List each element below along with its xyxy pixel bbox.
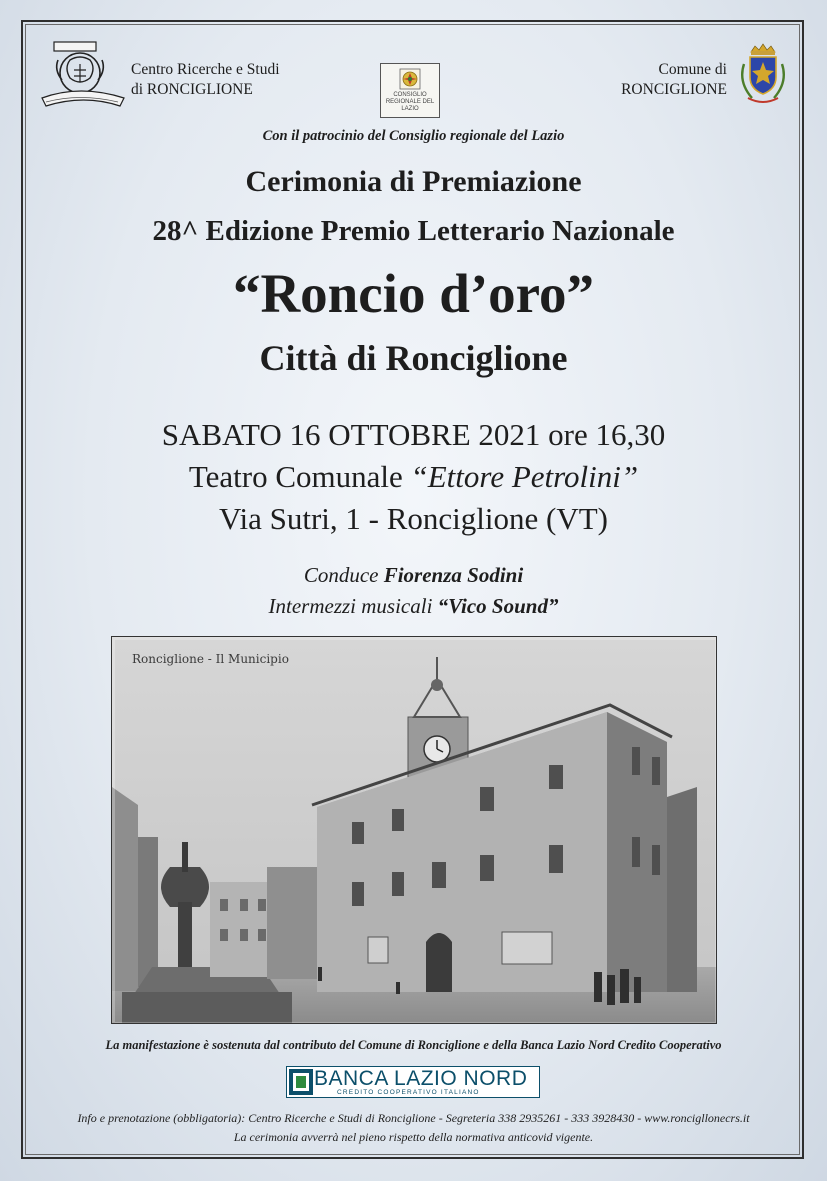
title-roncio-doro: “Roncio d’oro” — [232, 263, 595, 324]
patrocinio: Con il patrocinio del Consiglio regionale del Lazio — [262, 128, 565, 144]
event-address: Via Sutri, 1 - Ronciglione (VT) — [218, 501, 608, 536]
conduce-line — [0, 563, 827, 588]
event-date: SABATO 16 OTTOBRE 2021 ore 16,30 — [161, 417, 666, 452]
bank-mark-icon — [289, 1069, 313, 1095]
bank-name: BANCA LAZIO NORD — [314, 1067, 528, 1090]
title-cerimonia: Cerimonia di Premiazione — [245, 165, 582, 198]
conduce-name: Fiorenza Sodini — [383, 563, 524, 587]
photo-caption: Ronciglione - Il Municipio — [132, 652, 289, 666]
conduce-label: Conduce — [303, 563, 384, 587]
right-org-line1: Comune di — [658, 61, 727, 78]
municipio-illustration — [112, 637, 717, 1024]
bank-subtitle: CREDITO COOPERATIVO ITALIANO — [337, 1089, 480, 1096]
right-org-line2: RONCIGLIONE — [621, 81, 727, 98]
left-org-line2: di RONCIGLIONE — [131, 81, 253, 98]
sponsor-note: La manifestazione è sostenuta dal contributo del Comune di Ronciglione e della Banca Lazio Nord Credito Cooperativo — [105, 1038, 722, 1052]
regione-lazio-emblem-icon — [398, 67, 422, 91]
regione-logo-text: CONSIGLIO REGIONALE DEL LAZIO — [385, 92, 435, 112]
title-citta: Città di Ronciglione — [259, 338, 568, 378]
ronciglione-coat-of-arms-icon — [738, 42, 788, 106]
info-line: Info e prenotazione (obbligatoria): Centro Ricerche e Studi di Ronciglione - Segreteria 338 2935261 - 333 3928430 - www.roncigllonecrs.it — [77, 1111, 750, 1125]
venue-prefix: Teatro Comunale — [188, 459, 411, 494]
intermezzi-label: Intermezzi musicali — [268, 594, 438, 618]
venue-name: “Ettore Petrolini” — [410, 459, 639, 494]
centro-ricerche-seal-icon — [40, 40, 126, 110]
title-edizione: 28^ Edizione Premio Letterario Nazionale — [152, 215, 675, 247]
comune-name — [621, 60, 727, 100]
intermezzi-name: “Vico Sound” — [437, 594, 559, 618]
centro-ricerche-name — [131, 60, 280, 100]
event-venue — [0, 459, 827, 495]
left-org-line1: Centro Ricerche e Studi — [131, 61, 280, 78]
municipio-photo — [111, 636, 717, 1024]
intermezzi-line — [0, 594, 827, 619]
covid-note: La cerimonia avverrà nel pieno rispetto della normativa anticovid vigente. — [233, 1130, 594, 1144]
